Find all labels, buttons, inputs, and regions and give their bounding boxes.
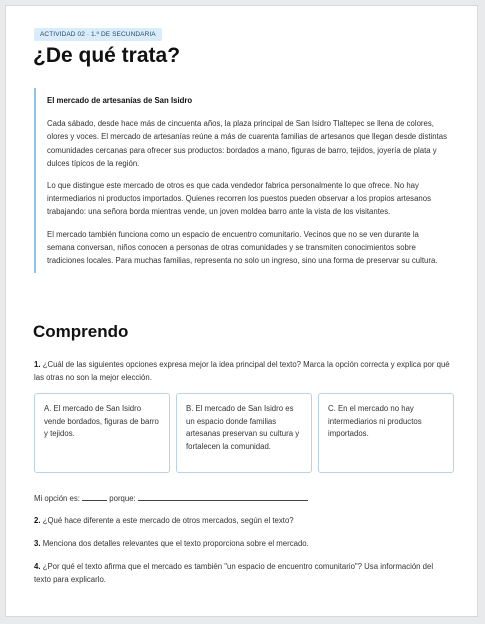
question-number: 4. [34, 562, 41, 571]
question-text: ¿Por qué el texto afirma que el mercado es también "un espacio de encuentro comunitario"? Usa información del texto para explicarlo. [34, 562, 434, 584]
question-3 [34, 537, 452, 550]
page-title: ¿De qué trata? [33, 44, 181, 67]
option-b[interactable]: B. El mercado de San Isidro es un espacio donde familias artesanas preservan su cultura y fortalecen la comunidad. [176, 393, 312, 473]
section-title: Comprendo [33, 322, 129, 341]
answer-label: Mi opción es: [34, 494, 80, 503]
activity-badge: ACTIVIDAD 02 · 1.º DE SECUNDARIA [34, 28, 162, 41]
question-text: ¿Cuál de las siguientes opciones expresa mejor la idea principal del texto? Marca la opción correcta y explica por qué las otras no son la mejor elección. [34, 360, 450, 382]
worksheet-page [5, 5, 478, 617]
question-1 [34, 358, 452, 384]
option-c[interactable]: C. En el mercado no hay intermediarios ni productos importados. [318, 393, 454, 473]
question-number: 3. [34, 539, 41, 548]
option-blank[interactable] [82, 493, 107, 501]
question-number: 2. [34, 516, 41, 525]
question-2 [34, 514, 452, 527]
reading-passage [34, 88, 448, 273]
answer-options [34, 393, 454, 473]
question-text: Menciona dos detalles relevantes que el texto proporciona sobre el mercado. [42, 539, 309, 548]
option-a[interactable]: A. El mercado de San Isidro vende bordados, figuras de barro y tejidos. [34, 393, 170, 473]
because-label: porque: [109, 494, 136, 503]
because-blank[interactable] [138, 493, 308, 501]
reading-heading: El mercado de artesanías de San Isidro [47, 96, 193, 105]
reading-paragraph: Cada sábado, desde hace más de cincuenta años, la plaza principal de San Isidro Tlaltepec se llena de colores, olores y voces. El mercado de artesanías reúne a más de cuarenta familias de artesanos que llegan desde distintas comunidades cercanas para ofrecer sus productos: bordados a mano, figuras de barro, tejidos, joyería de plata y dulces típicos de la región. [47, 119, 448, 168]
answer-line [34, 493, 308, 503]
question-number: 1. [34, 360, 41, 369]
question-4 [34, 560, 452, 586]
question-text: ¿Qué hace diferente a este mercado de otros mercados, según el texto? [42, 516, 294, 525]
reading-paragraph: El mercado también funciona como un espacio de encuentro comunitario. Vecinos que no se ven durante la semana conversan, niños conocen a personas de otras comunidades y se transmiten conocimientos sobre tradiciones locales. Para muchas familias, representa no solo un ingreso, sino una forma de preservar su cultura. [47, 229, 438, 266]
reading-paragraph: Lo que distingue este mercado de otros es que cada vendedor fabrica personalmente lo que ofrece. No hay intermediarios ni productos importados. Quienes recorren los puestos pueden observar a los propios artesanos trabajando: una señora borda mientras vende, un joven moldea barro ante la vista de los visitantes. [47, 181, 431, 217]
